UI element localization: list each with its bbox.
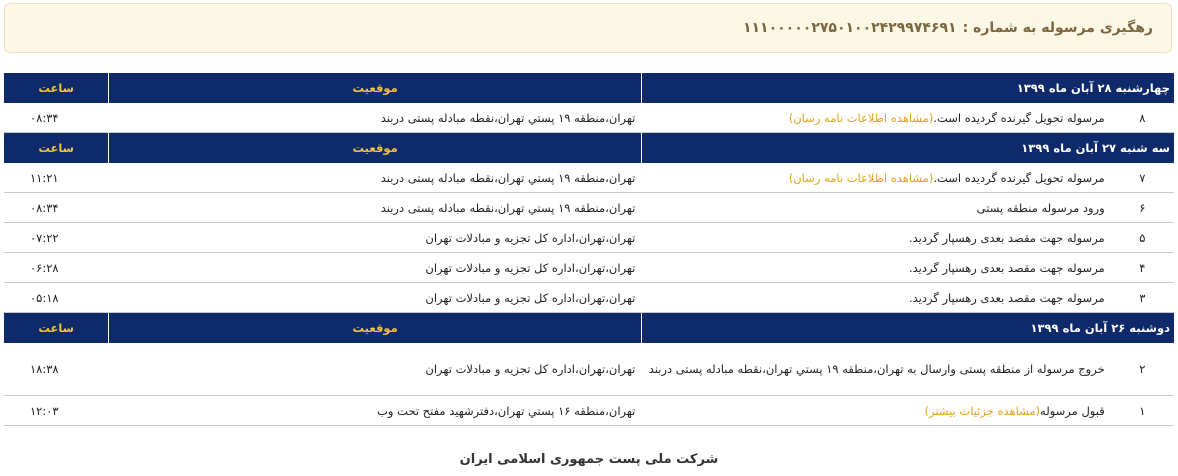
event-description: مرسوله جهت مقصد بعدی رهسپار گردید. (641, 253, 1110, 283)
event-index: ۲ (1111, 343, 1174, 396)
event-location: تهران،منطقه ۱۹ پستي تهران،نقطه مبادله پستی دربند (109, 103, 642, 133)
event-index: ۱ (1111, 396, 1174, 426)
event-time: ۰۶:۲۸ (4, 253, 109, 283)
event-index: ۸ (1111, 103, 1174, 133)
day-date: چهارشنبه ۲۸ آبان ماه ۱۳۹۹ (641, 73, 1174, 103)
event-time: ۰۸:۳۴ (4, 193, 109, 223)
event-description: مرسوله جهت مقصد بعدی رهسپار گردید. (641, 283, 1110, 313)
event-location: تهران،منطقه ۱۹ پستي تهران،نقطه مبادله پستی دربند (109, 163, 642, 193)
view-postman-info-link[interactable]: (مشاهده اطلاعات نامه رسان) (788, 170, 934, 185)
view-more-details-link[interactable]: (مشاهده جزئیات بیشتر) (924, 403, 1041, 418)
day-header-row (4, 313, 1174, 344)
tracking-table (4, 73, 1174, 426)
event-description-cell (641, 163, 1110, 193)
table-row (4, 343, 1174, 396)
event-location: تهران،تهران،اداره کل تجزیه و مبادلات تهران (109, 343, 642, 396)
table-row (4, 253, 1174, 283)
event-time: ۱۱:۲۱ (4, 163, 109, 193)
table-row (4, 193, 1174, 223)
event-description-cell (641, 396, 1110, 426)
event-location: تهران،تهران،اداره کل تجزیه و مبادلات تهران (109, 253, 642, 283)
event-description: مرسوله تحویل گیرنده گردیده است. (933, 110, 1105, 125)
view-postman-info-link[interactable]: (مشاهده اطلاعات نامه رسان) (788, 110, 934, 125)
day-date: سه شنبه ۲۷ آبان ماه ۱۳۹۹ (641, 133, 1174, 164)
event-time: ۰۵:۱۸ (4, 283, 109, 313)
event-time: ۰۷:۲۲ (4, 223, 109, 253)
event-location: تهران،تهران،اداره کل تجزیه و مبادلات تهران (109, 283, 642, 313)
day-header-row (4, 133, 1174, 164)
event-index: ۶ (1111, 193, 1174, 223)
day-group (4, 133, 1174, 313)
table-row (4, 396, 1174, 426)
event-description: خروج مرسوله از منطقه پستی وارسال به تهران،منطقه ۱۹ پستي تهران،نقطه مبادله پستی دربند (641, 343, 1110, 396)
event-description-cell (641, 103, 1110, 133)
event-time: ۱۸:۳۸ (4, 343, 109, 396)
footer-company-name: شرکت ملی پست جمهوری اسلامی ایران (459, 452, 719, 467)
column-header-location: موقعیت (109, 133, 642, 164)
event-time: ۰۸:۳۴ (4, 103, 109, 133)
tracking-title-box (4, 3, 1172, 53)
event-time: ۱۲:۰۳ (4, 396, 109, 426)
table-row (4, 103, 1174, 133)
day-group (4, 313, 1174, 426)
event-location: تهران،منطقه ۱۹ پستي تهران،نقطه مبادله پستی دربند (109, 193, 642, 223)
column-header-time: ساعت (4, 133, 109, 164)
event-index: ۴ (1111, 253, 1174, 283)
column-header-time: ساعت (4, 313, 109, 344)
event-index: ۵ (1111, 223, 1174, 253)
tracking-number: ۱۱۱۰۰۰۰۰۲۷۵۰۱۰۰۲۴۲۹۹۷۴۶۹۱ (742, 20, 957, 36)
event-index: ۳ (1111, 283, 1174, 313)
column-header-location: موقعیت (109, 313, 642, 344)
column-header-location: موقعیت (109, 73, 642, 103)
day-group (4, 73, 1174, 133)
table-row (4, 163, 1174, 193)
event-description: مرسوله جهت مقصد بعدی رهسپار گردید. (641, 223, 1110, 253)
table-row (4, 223, 1174, 253)
column-header-time: ساعت (4, 73, 109, 103)
table-row (4, 283, 1174, 313)
event-location: تهران،تهران،اداره کل تجزیه و مبادلات تهران (109, 223, 642, 253)
event-description: قبول مرسوله (1040, 403, 1105, 418)
event-index: ۷ (1111, 163, 1174, 193)
day-header-row (4, 73, 1174, 103)
tracking-title: رهگیری مرسوله به شماره : (962, 20, 1153, 36)
event-location: تهران،منطقه ۱۶ پستي تهران،دفترشهید مفتح تحت وب (109, 396, 642, 426)
event-description: مرسوله تحویل گیرنده گردیده است. (933, 170, 1105, 185)
event-description: ورود مرسوله منطقه پستی (641, 193, 1110, 223)
day-date: دوشنبه ۲۶ آبان ماه ۱۳۹۹ (641, 313, 1174, 344)
